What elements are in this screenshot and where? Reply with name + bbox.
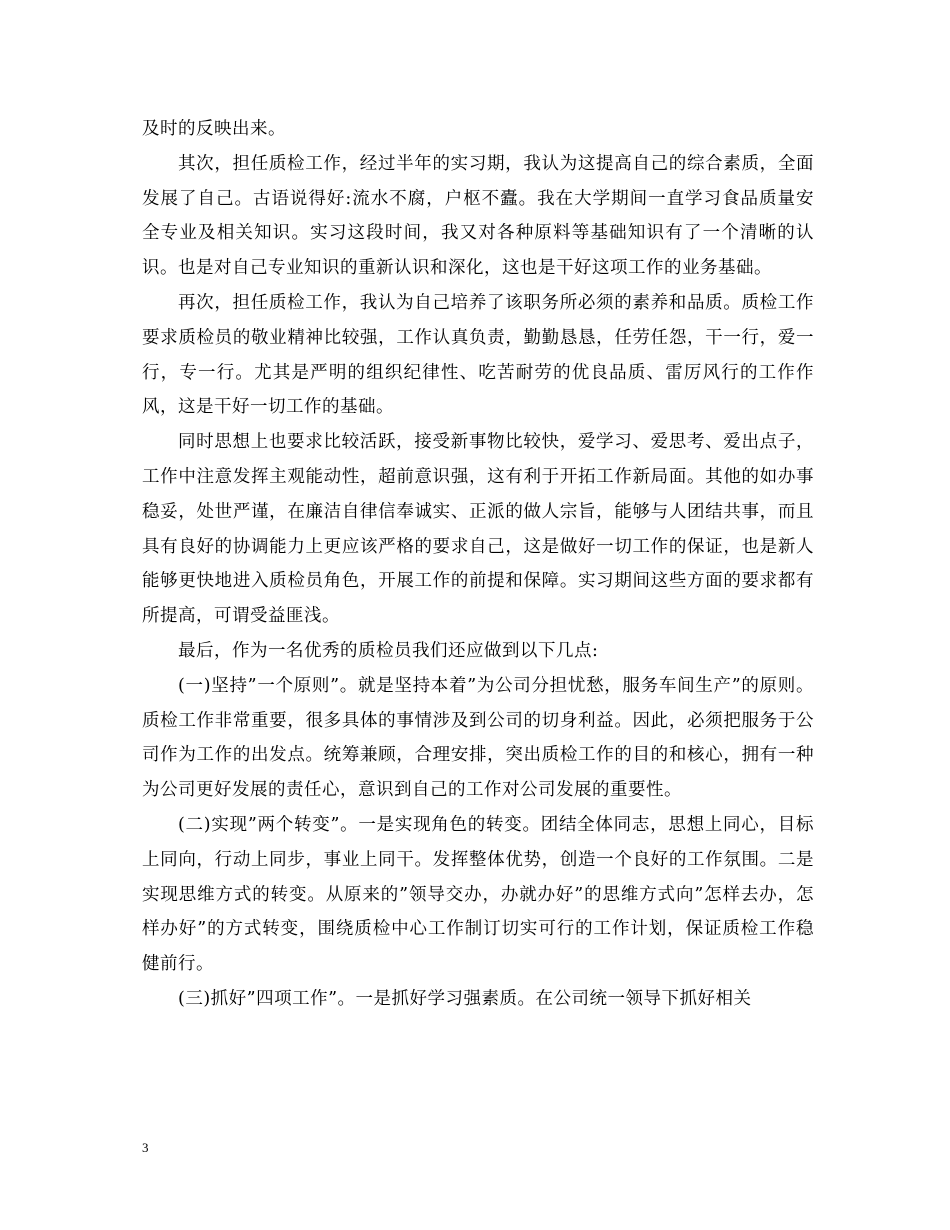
paragraph-8: (三)抓好”四项工作”。一是抓好学习强素质。在公司统一领导下抓好相关 [178,988,752,1009]
document-body [142,112,814,1017]
paragraph-1: 及时的反映出来。 [142,119,286,139]
paragraph-3: 再次，担任质检工作，我认为自己培养了该职务所必须的素养和品质。质检工作要求质检员的敬业精神比较强，工作认真负责，勤勤恳恳，任劳任怨，干一行，爱一行，专一行。尤其是严明的组织纪律性、吃苦耐劳的优良品质、雷厉风行的工作作风，这是干好一切工作的基础。 [142,292,814,418]
paragraph-4: 同时思想上也要求比较活跃，接受新事物比较快，爱学习、爱思考、爱出点子，工作中注意发挥主观能动性，超前意识强，这有利于开拓工作新局面。其他的如办事稳妥，处世严谨，在廉洁自律信奉诚实、正派的做人宗旨，能够与人团结共事，而且具有良好的协调能力上更应该严格的要求自己，这是做好一切工作的保证，也是新人能够更快地进入质检员角色，开展工作的前提和保障。实习期间这些方面的要求都有所提高，可谓受益匪浅。 [142,432,814,627]
paragraph-5: 最后，作为一名优秀的质检员我们还应做到以下几点: [178,640,599,661]
page-number: 3 [142,1140,149,1155]
paragraph-2: 其次，担任质检工作，经过半年的实习期，我认为这提高自己的综合素质，全面发展了自己。古语说得好:流水不腐，户枢不蠹。我在大学期间一直学习食品质量安全专业及相关知识。实习这段时间，我又对各种原料等基础知识有了一个清晰的认识。也是对自己专业知识的重新认识和深化，这也是干好这项工作的业务基础。 [142,153,814,279]
paragraph-7: (二)实现”两个转变”。一是实现角色的转变。团结全体同志，思想上同心，目标上同向，行动上同步，事业上同干。发挥整体优势，创造一个良好的工作氛围。二是实现思维方式的转变。从原来的”领导交办，办就办好”的思维方式向”怎样去办，怎样办好”的方式转变，围绕质检中心工作制订切实可行的工作计划，保证质检工作稳健前行。 [142,814,814,975]
paragraph-6: (一)坚持”一个原则”。就是坚持本着”为公司分担忧愁，服务车间生产”的原则。质检工作非常重要，很多具体的事情涉及到公司的切身利益。因此，必须把服务于公司作为工作的出发点。统筹兼顾，合理安排，突出质检工作的目的和核心，拥有一种为公司更好发展的责任心，意识到自己的工作对公司发展的重要性。 [142,675,814,801]
